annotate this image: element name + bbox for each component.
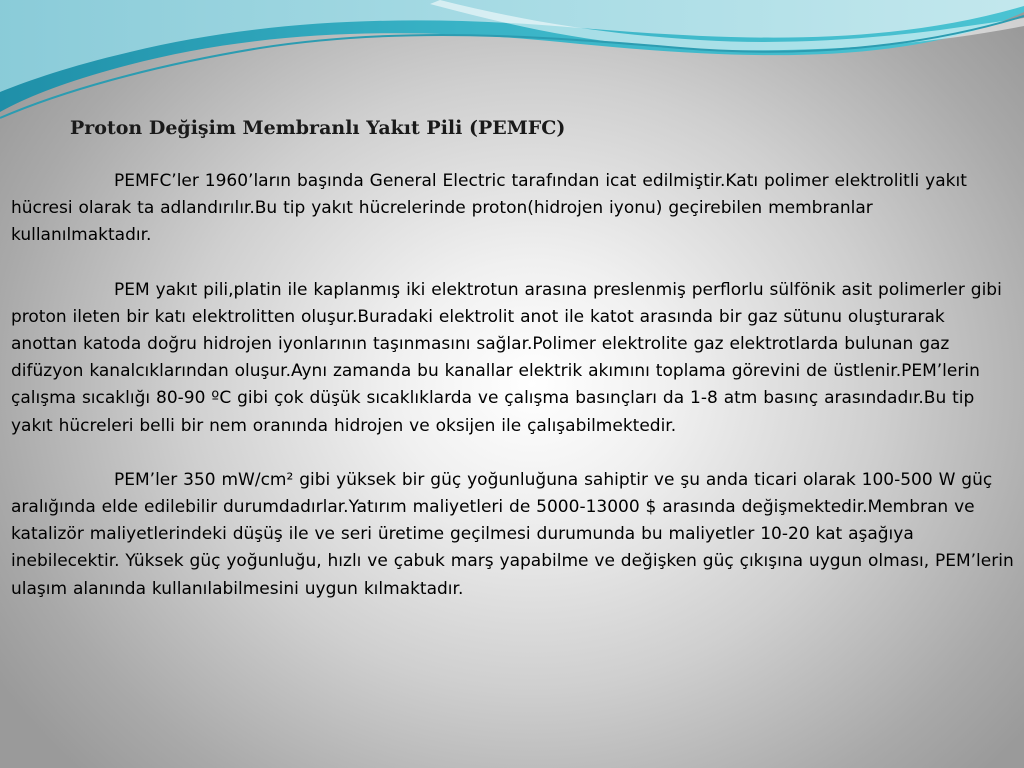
paragraph-structure: PEM yakıt pili,platin ile kaplanmış iki elektrotun arasına preslenmiş perflorlu sülfönik asit polimerler gibi proton ileten bir katı elektrolitten oluşur.Buradaki elektrolit anot ile katot arasında bir gaz sütunu oluşturarak anottan katoda doğru hidrojen iyonlarının taşınmasını sağlar.Polimer elektrolite gaz elektrotlarda bulunan gaz difüzyon kanalcıklarından oluşur.Aynı zamanda bu kanallar elektrik akımını toplama görevini de üstlenir.PEM’lerin çalışma sıcaklığı 80-90 ºC gibi çok düşük sıcaklıklarda ve çalışma basınçları da 1-8 atm basınç arasındadır.Bu tip yakıt hücreleri belli bir nem oranında hidrojen ve oksijen ile çalışabilmektedir. xyxy=(11,279,1002,436)
paragraph-history: PEMFC’ler 1960’ların başında General Electric tarafından icat edilmiştir.Katı polimer elektrolitli yakıt hücresi olarak ta adlandırılır.Bu tip yakıt hücrelerinde proton(hidrojen iyonu) geçirebilen membranlar kullanılmaktadır. xyxy=(11,171,967,246)
paragraph-performance: PEM’ler 350 mW/cm² gibi yüksek bir güç yoğunluğuna sahiptir ve şu anda ticari olarak 100-500 W güç aralığında elde edilebilir durumdadırlar.Yatırım maliyetleri de 5000-13000 $ arasında değişmektedir.Membran ve katalizör maliyetlerindeki düşüş ile ve seri üretime geçilmesi durumunda bu maliyetler 10-20 kat aşağıya inebilecektir. Yüksek güç yoğunluğu, hızlı ve çabuk marş yapabilme ve değişken güç çıkışına uygun olması, PEM’lerin ulaşım alanında kullanılabilmesini uygun kılmaktadır. xyxy=(11,469,1014,599)
slide-body xyxy=(11,168,1015,630)
slide-title: Proton Değişim Membranlı Yakıt Pili (PEMFC) xyxy=(70,117,566,139)
header-wave-decoration xyxy=(0,0,1024,130)
